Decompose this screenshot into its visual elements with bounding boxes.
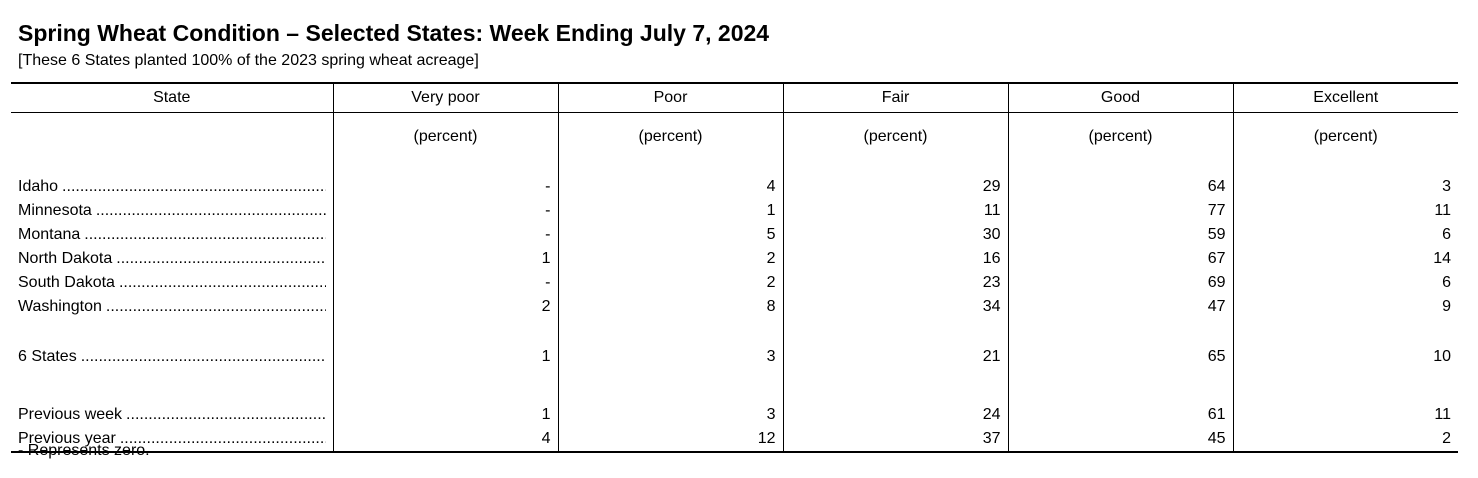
- leader-dots: [120, 427, 326, 451]
- unit-label: (percent): [558, 113, 783, 154]
- value-excellent: 14: [1233, 247, 1458, 271]
- state-label: Washington: [18, 298, 102, 315]
- unit-label: (percent): [1233, 113, 1458, 154]
- header-poor: Poor: [558, 83, 783, 113]
- value-fair: 11: [783, 199, 1008, 223]
- value-very-poor: 2: [333, 295, 558, 319]
- value-fair: 29: [783, 175, 1008, 199]
- state-label: South Dakota: [18, 274, 115, 291]
- value-good: 67: [1008, 247, 1233, 271]
- state-label: Minnesota: [18, 202, 92, 219]
- value-good: 69: [1008, 271, 1233, 295]
- comparison-row: [11, 427, 1458, 452]
- table-row: [11, 223, 1458, 247]
- value-poor: 5: [558, 223, 783, 247]
- header-state: State: [11, 83, 333, 113]
- value-fair: 23: [783, 271, 1008, 295]
- unit-label: (percent): [783, 113, 1008, 154]
- unit-row: [11, 113, 1458, 154]
- value-fair: 34: [783, 295, 1008, 319]
- header-fair: Fair: [783, 83, 1008, 113]
- state-label: Idaho: [18, 178, 59, 195]
- total-fair: 21: [783, 345, 1008, 369]
- report-title: Spring Wheat Condition – Selected States: Week Ending July 7, 2024: [18, 20, 770, 46]
- value-good: 77: [1008, 199, 1233, 223]
- value-good: 59: [1008, 223, 1233, 247]
- leader-dots: [106, 295, 326, 319]
- value-excellent: 3: [1233, 175, 1458, 199]
- spacer-row: [11, 153, 1458, 175]
- value-good: 64: [1008, 175, 1233, 199]
- total-row: [11, 345, 1458, 369]
- comparison-label: Previous week: [18, 406, 123, 423]
- unit-label: (percent): [333, 113, 558, 154]
- comparison-label: Previous year: [18, 430, 116, 447]
- value-poor: 4: [558, 175, 783, 199]
- spacer-row: [11, 319, 1458, 345]
- value-very-poor: -: [333, 199, 558, 223]
- total-label: 6 States: [18, 348, 77, 365]
- value-good: 47: [1008, 295, 1233, 319]
- leader-dots: [119, 271, 326, 295]
- value-excellent: 6: [1233, 223, 1458, 247]
- value-very-poor: 1: [333, 247, 558, 271]
- value-fair: 30: [783, 223, 1008, 247]
- leader-dots: [84, 223, 325, 247]
- state-name: [11, 247, 333, 271]
- leader-dots: [62, 175, 325, 199]
- total-good: 65: [1008, 345, 1233, 369]
- total-poor: 3: [558, 345, 783, 369]
- state-name: [11, 295, 333, 319]
- leader-dots: [126, 403, 325, 427]
- leader-dots: [81, 345, 326, 369]
- value-very-poor: -: [333, 175, 558, 199]
- state-name: [11, 271, 333, 295]
- comparison-poor: 12: [558, 427, 783, 452]
- comparison-excellent: 11: [1233, 403, 1458, 427]
- value-fair: 16: [783, 247, 1008, 271]
- state-label: North Dakota: [18, 250, 113, 267]
- value-excellent: 6: [1233, 271, 1458, 295]
- comparison-row: [11, 403, 1458, 427]
- total-excellent: 10: [1233, 345, 1458, 369]
- value-poor: 8: [558, 295, 783, 319]
- table-row: [11, 199, 1458, 223]
- comparison-fair: 37: [783, 427, 1008, 452]
- leader-dots: [96, 199, 326, 223]
- state-name: [11, 175, 333, 199]
- comparison-very-poor: 1: [333, 403, 558, 427]
- value-very-poor: -: [333, 223, 558, 247]
- comparison-name: [11, 403, 333, 427]
- state-name: [11, 199, 333, 223]
- value-poor: 2: [558, 271, 783, 295]
- comparison-good: 61: [1008, 403, 1233, 427]
- value-very-poor: -: [333, 271, 558, 295]
- comparison-fair: 24: [783, 403, 1008, 427]
- table-row: [11, 295, 1458, 319]
- value-excellent: 9: [1233, 295, 1458, 319]
- state-label: Montana: [18, 226, 81, 243]
- comparison-excellent: 2: [1233, 427, 1458, 452]
- table-row: [11, 247, 1458, 271]
- state-name: [11, 223, 333, 247]
- table-row: [11, 175, 1458, 199]
- total-name: [11, 345, 333, 369]
- value-excellent: 11: [1233, 199, 1458, 223]
- total-very-poor: 1: [333, 345, 558, 369]
- table-row: [11, 271, 1458, 295]
- leader-dots: [116, 247, 325, 271]
- report-subtitle: [These 6 States planted 100% of the 2023 spring wheat acreage]: [18, 52, 479, 69]
- value-poor: 2: [558, 247, 783, 271]
- unit-cell-empty: [11, 113, 333, 154]
- header-good: Good: [1008, 83, 1233, 113]
- header-very-poor: Very poor: [333, 83, 558, 113]
- comparison-very-poor: 4: [333, 427, 558, 452]
- header-excellent: Excellent: [1233, 83, 1458, 113]
- comparison-poor: 3: [558, 403, 783, 427]
- comparison-good: 45: [1008, 427, 1233, 452]
- condition-table: [11, 82, 1458, 453]
- spacer-row: [11, 369, 1458, 403]
- footnote: - Represents zero.: [18, 442, 150, 459]
- header-row: [11, 83, 1458, 113]
- value-poor: 1: [558, 199, 783, 223]
- unit-label: (percent): [1008, 113, 1233, 154]
